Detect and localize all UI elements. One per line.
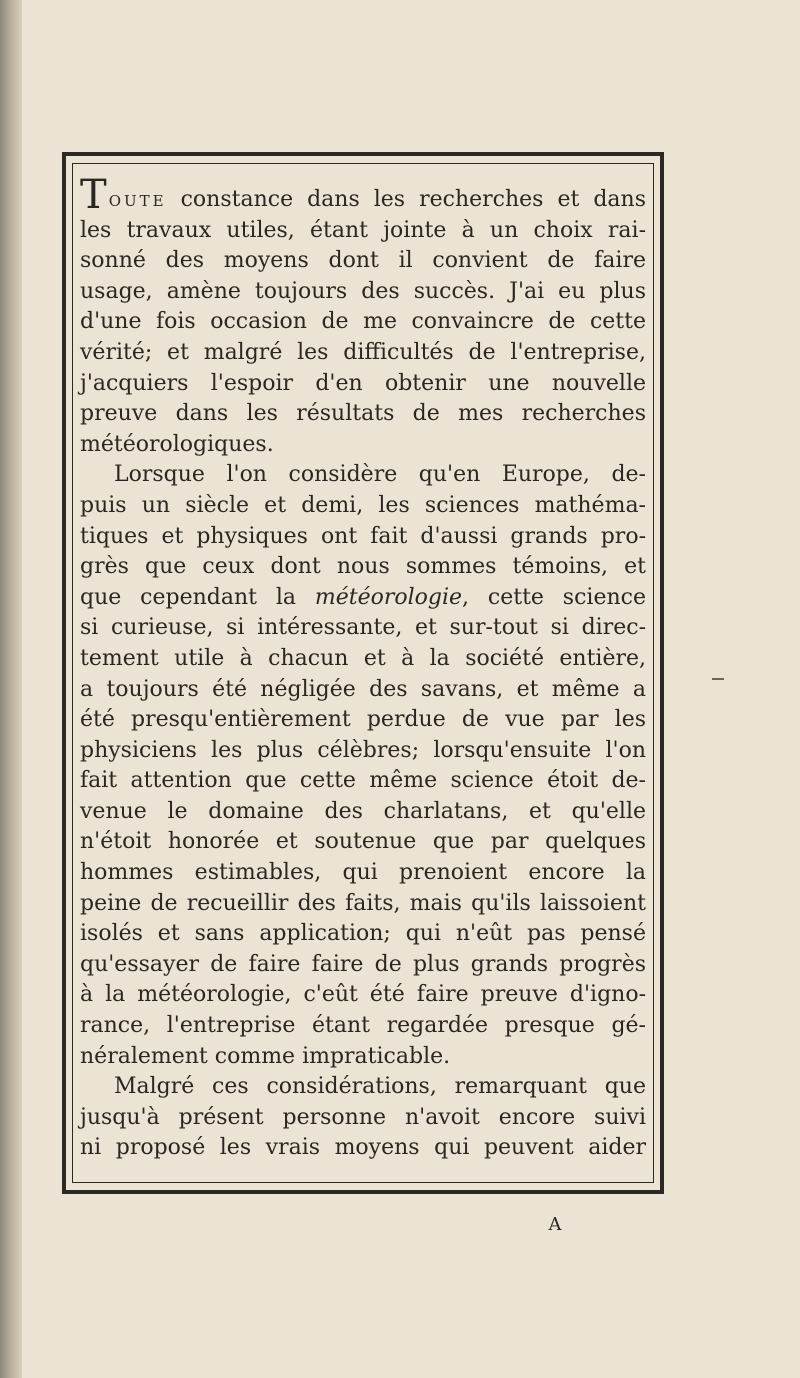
- text-line: rance, l'entreprise étant regardée presque gé-: [80, 1013, 646, 1039]
- text-line: n'étoit honorée et soutenue que par quelques: [80, 829, 646, 855]
- text-line: vérité; et malgré les difficultés de l'entreprise,: [80, 339, 646, 365]
- text-line: Malgré ces considérations, remarquant que: [114, 1074, 646, 1100]
- paragraph-3: [80, 1072, 646, 1164]
- small-caps-word: oute: [108, 187, 167, 212]
- text-line: venue le domaine des charlatans, et qu'elle: [80, 798, 646, 824]
- paragraph-1: [80, 172, 646, 460]
- text-line: physiciens les plus célèbres; lorsqu'ensuite l'on: [80, 737, 646, 763]
- text-line: preuve dans les résultats de mes recherches: [80, 401, 646, 427]
- drop-cap: T: [80, 172, 107, 218]
- text-line: jusqu'à présent personne n'avoit encore suivi: [80, 1104, 646, 1130]
- text-line: néralement comme impraticable.: [80, 1043, 451, 1069]
- text-line: usage, amène toujours des succès. J'ai eu plus: [80, 278, 646, 304]
- paragraph-2: [80, 460, 646, 1072]
- text-line: Lorsque l'on considère qu'en Europe, de-: [114, 462, 646, 488]
- text-line: tiques et physiques ont fait d'aussi grands pro-: [80, 523, 646, 549]
- text-line: peine de recueillir des faits, mais qu'ils laissoient: [80, 890, 646, 916]
- bleed-through-header: [255, 96, 635, 120]
- margin-mark: [712, 678, 724, 680]
- text-line: ni proposé les vrais moyens qui peuvent aider: [80, 1135, 646, 1161]
- text-line: qu'essayer de faire faire de plus grands progrès: [80, 951, 646, 977]
- text-line: tement utile à chacun et à la société entière,: [80, 645, 646, 671]
- page-gutter-shadow: [0, 0, 22, 1378]
- text-line: météorologiques.: [80, 431, 274, 457]
- text-line: été presqu'entièrement perdue de vue par les: [80, 707, 646, 733]
- body-text: [80, 172, 646, 1164]
- text-line: j'acquiers l'espoir d'en obtenir une nouvelle: [80, 370, 646, 396]
- signature-mark: A: [548, 1214, 562, 1235]
- text-line: si curieuse, si intéressante, et sur-tout si direc-: [80, 615, 646, 641]
- text-line: isolés et sans application; qui n'eût pas pensé: [80, 921, 646, 947]
- text-line: fait attention que cette même science étoit de-: [80, 768, 646, 794]
- text-line: sonné des moyens dont il convient de faire: [80, 248, 646, 274]
- italic-term: météorologie: [314, 584, 463, 610]
- text-line: Toute constance dans les recherches et dans: [80, 172, 646, 218]
- text-line: à la météorologie, c'eût été faire preuve d'igno-: [80, 982, 646, 1008]
- text-line: les travaux utiles, étant jointe à un choix rai-: [80, 217, 646, 243]
- text-line: a toujours été négligée des savans, et même a: [80, 676, 646, 702]
- text-line: d'une fois occasion de me convaincre de cette: [80, 309, 646, 335]
- text-line: que cependant la météorologie, cette science: [80, 584, 646, 610]
- text-line: puis un siècle et demi, les sciences mathéma-: [80, 492, 646, 518]
- text-line: grès que ceux dont nous sommes témoins, et: [80, 554, 646, 580]
- text-line: hommes estimables, qui prenoient encore la: [80, 860, 646, 886]
